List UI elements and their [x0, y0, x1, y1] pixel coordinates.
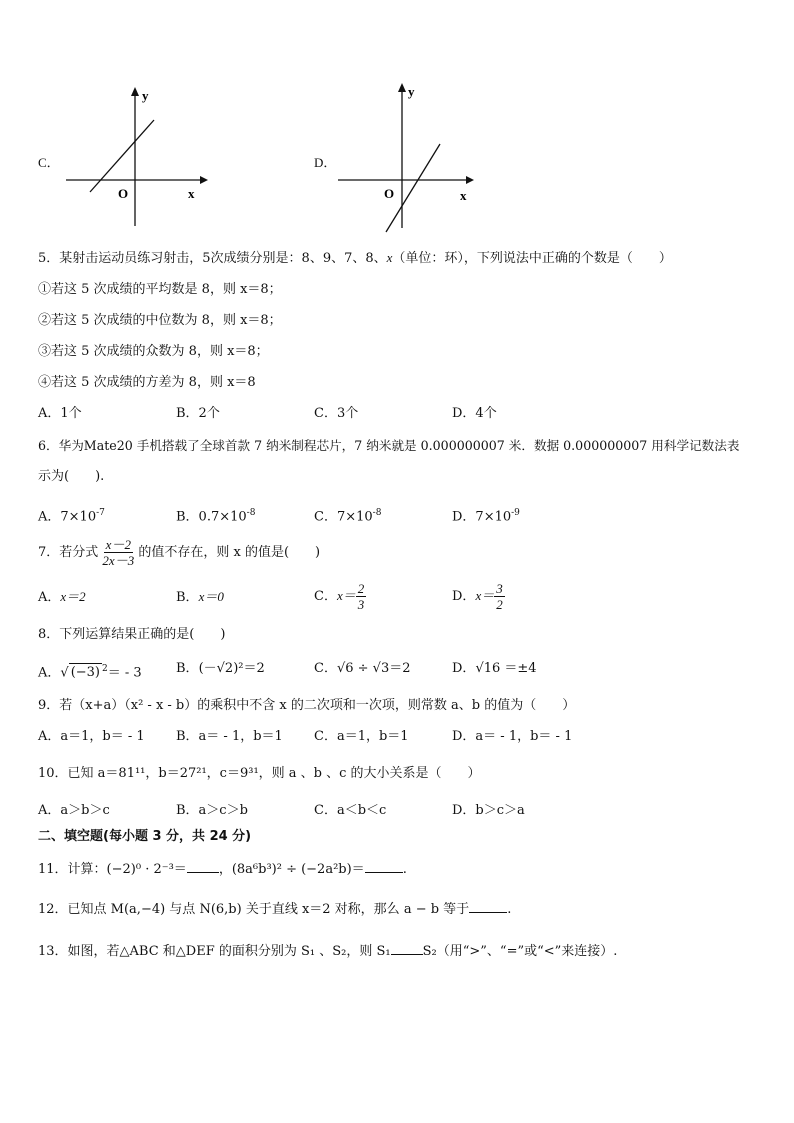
graph-c-x-label: x — [188, 186, 195, 201]
q5-option-b[interactable]: B．2个 — [176, 406, 220, 421]
q8-option-d[interactable] — [452, 660, 537, 678]
q7-option-c-lhs: x＝ — [336, 588, 356, 603]
q13-pre: 13．如图，若△ABC 和△DEF 的面积分别为 S₁ 、S₂，则 S₁ — [38, 944, 391, 959]
q6-line-2: 示为( ). — [38, 469, 105, 484]
q10-stem: 10．已知 a＝81¹¹，b＝27²¹，c＝9³¹，则 a 、b 、c 的大小关系是（ ） — [38, 766, 481, 781]
q6-option-d-exp: -9 — [511, 508, 520, 518]
q10-option-b[interactable]: B．a＞c＞b — [176, 803, 248, 818]
q5-item-1: ①若这 5 次成绩的平均数是 8，则 x＝8； — [38, 282, 282, 297]
graph-d-y-label: y — [408, 84, 415, 99]
q5-item-3: ③若这 5 次成绩的众数为 8，则 x＝8； — [38, 344, 269, 359]
q11-blank-1[interactable] — [187, 860, 219, 873]
graph-d — [334, 80, 484, 240]
q7-option-c[interactable] — [314, 578, 366, 615]
q7-option-c-label: C． — [314, 589, 337, 604]
section-2-heading: 二、填空题(每小题 3 分，共 24 分) — [38, 829, 252, 844]
graph-d-label: D． — [314, 155, 337, 170]
q9-option-b[interactable]: B．a＝ - 1，b＝1 — [176, 729, 283, 744]
q7-option-b[interactable] — [176, 588, 224, 607]
q7-option-d-num: 3 — [496, 581, 503, 596]
q6-option-d-text: D．7×10 — [452, 509, 512, 525]
q6-option-c-text: C．7×10 — [314, 509, 373, 525]
q8-option-a[interactable] — [38, 660, 142, 682]
graph-d-x-label: x — [460, 188, 467, 203]
q10-option-a[interactable]: A．a＞b＞c — [38, 803, 110, 818]
q11-mid: ，(8a⁶b³)² ÷ (−2a²b)＝ — [218, 862, 365, 877]
q10-option-c[interactable]: C．a＜b＜c — [314, 803, 387, 818]
q11-blank-2[interactable] — [365, 860, 403, 873]
q7-option-a-text: x＝2 — [60, 589, 86, 604]
q9-option-c[interactable]: C．a＝1，b＝1 — [314, 729, 409, 744]
graph-c-origin-label: O — [118, 186, 129, 201]
q11-pre: 11．计算：(−2)⁰ · 2⁻³＝ — [38, 862, 187, 877]
q8-option-a-exp: 2 — [102, 664, 108, 674]
q5-stem — [38, 249, 672, 268]
q6-option-a-text: A．7×10 — [38, 509, 97, 525]
q8-option-c[interactable] — [314, 660, 411, 678]
q5-item-2: ②若这 5 次成绩的中位数为 8，则 x＝8； — [38, 313, 282, 328]
q7-fraction-den: 2x－3 — [102, 553, 135, 568]
q7-option-a[interactable] — [38, 588, 86, 607]
q8-option-c-label: C． — [314, 661, 337, 676]
q7-option-b-text: x＝0 — [198, 589, 224, 604]
q7-option-c-frac — [356, 581, 367, 612]
q7-fraction-num: x－2 — [105, 537, 131, 552]
q12 — [38, 900, 511, 919]
q7-option-b-label: B． — [176, 590, 199, 605]
q8-option-b[interactable] — [176, 660, 265, 678]
q8-option-d-label: D． — [452, 661, 476, 676]
q6-option-b-text: B．0.7×10 — [176, 509, 247, 525]
q7-option-d-frac — [494, 581, 505, 612]
q8-option-a-label: A． — [38, 665, 61, 681]
q5-stem-end: （单位：环），下列说法中正确的个数是（ ） — [392, 251, 672, 266]
sqrt-icon: √ — [60, 665, 69, 681]
q12-end: . — [507, 902, 512, 917]
q5-stem-var: x — [386, 250, 393, 265]
q5-stem-text: 5．某射击运动员练习射击，5次成绩分别是：8、9、7、8、 — [38, 251, 387, 266]
q7-option-c-den: 3 — [357, 597, 365, 612]
q5-option-d[interactable]: D．4个 — [452, 406, 497, 421]
q8-stem: 8．下列运算结果正确的是( ) — [38, 627, 226, 642]
q9-stem: 9．若（x+a）（x² - x - b）的乘积中不含 x 的二次项和一次项，则常数 a、b 的值为（ ） — [38, 698, 576, 713]
q7-option-a-label: A． — [38, 590, 61, 605]
q5-option-a[interactable]: A．1个 — [38, 406, 82, 421]
q6-option-a[interactable] — [38, 504, 105, 526]
q7-stem-post: 的值不存在，则 x 的值是( ) — [138, 545, 321, 560]
q5-option-c[interactable]: C．3个 — [314, 406, 359, 421]
graph-d-svg — [334, 80, 484, 240]
q8-option-b-label: B． — [176, 661, 199, 676]
q7-stem-pre: 7．若分式 — [38, 545, 99, 560]
q5-item-4: ④若这 5 次成绩的方差为 8，则 x＝8 — [38, 375, 256, 390]
q6-option-a-exp: -7 — [96, 508, 105, 518]
q6-option-b[interactable] — [176, 504, 255, 526]
q11-end: . — [402, 862, 407, 877]
graph-c-svg — [60, 84, 210, 234]
q7-option-c-num: 2 — [357, 581, 365, 596]
q13 — [38, 942, 617, 961]
graph-c-y-label: y — [142, 88, 149, 103]
q7-option-d-label: D． — [452, 589, 476, 604]
q9-option-d[interactable]: D．a＝ - 1，b＝ - 1 — [452, 729, 573, 744]
graph-c — [60, 84, 210, 234]
q7-option-d-den: 2 — [496, 597, 503, 612]
q12-pre: 12．已知点 M(a,−4) 与点 N(6,b) 关于直线 x＝2 对称，那么 a − b 等于 — [38, 902, 470, 917]
q9-option-a[interactable]: A．a＝1，b＝ - 1 — [38, 729, 145, 744]
q6-option-d[interactable] — [452, 504, 520, 526]
q8-option-b-text: (－√2)²＝2 — [198, 661, 265, 676]
q7-option-d-lhs: x＝ — [475, 588, 495, 603]
q6-option-c[interactable] — [314, 504, 381, 526]
q8-option-d-text: √16 ＝±4 — [475, 661, 537, 676]
q7-stem — [38, 536, 320, 570]
q6-line-1: 6．华为Mate20 手机搭载了全球首款 7 纳米制程芯片，7 纳米就是 0.000000007 米．数据 0.000000007 用科学记数法表 — [38, 438, 740, 453]
q11 — [38, 860, 407, 879]
q8-option-a-radicand: (−3) — [70, 665, 100, 681]
q8-option-a-tail: ＝ - 3 — [107, 665, 142, 681]
q13-end: S₂（用“>”、“=”或“<”来连接）. — [422, 944, 618, 959]
q8-option-c-text: √6 ÷ √3＝2 — [336, 661, 411, 676]
graph-d-origin-label: O — [384, 186, 395, 201]
q7-option-d[interactable] — [452, 578, 505, 615]
q13-blank[interactable] — [391, 942, 423, 955]
graph-c-label: C． — [38, 155, 60, 170]
q12-blank[interactable] — [469, 900, 507, 913]
q6-option-c-exp: -8 — [372, 508, 382, 518]
q7-fraction — [102, 537, 134, 568]
q6-option-b-exp: -8 — [246, 508, 256, 518]
q10-option-d[interactable]: D．b＞c＞a — [452, 803, 525, 818]
